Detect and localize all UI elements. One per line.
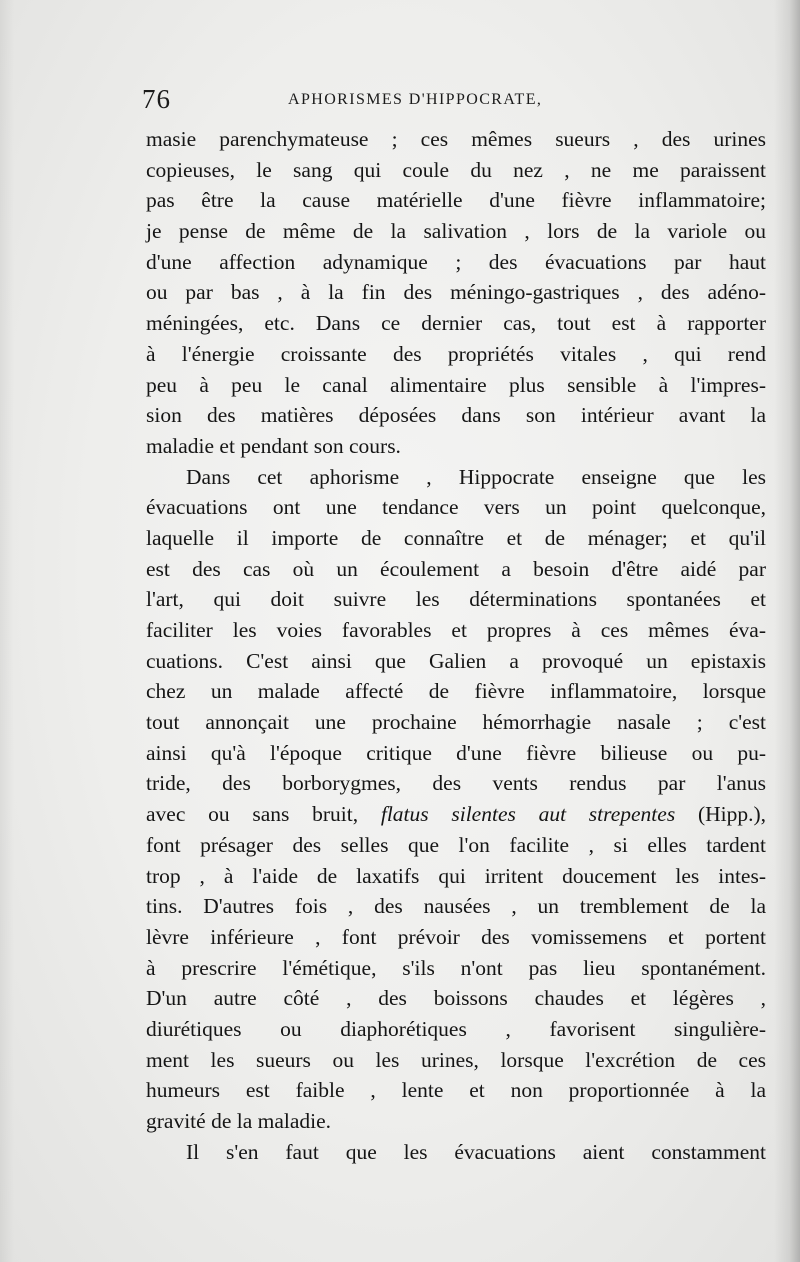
text-line: à prescrire l'émétique, s'ils n'ont pas lieu spontanément. [146,955,766,980]
text-line: pas être la cause matérielle d'une fièvre inflammatoire; [146,188,766,213]
text-line: méningées, etc. Dans ce dernier cas, tout est à rapporter [146,311,766,336]
text-line: l'art, qui doit suivre les déterminations spontanées et [146,587,766,612]
text-line: gravité de la maladie. [146,1109,332,1133]
text-line: trop , à l'aide de laxatifs qui irritent doucement les intes- [146,863,766,888]
text-line: évacuations ont une tendance vers un point quelconque, [146,495,766,520]
text-line: maladie et pendant son cours. [146,433,401,458]
text-line: lèvre inférieure , font prévoir des vomissemens et portent [146,924,766,949]
text-line: sion des matières déposées dans son intérieur avant la [146,403,766,428]
text-line: cuations. C'est ainsi que Galien a provoqué un epistaxis [146,648,766,673]
text-line: je pense de même de la salivation , lors de la variole ou [146,219,766,244]
paragraph-first-line: Il s'en faut que les évacuations aient constamment [186,1139,766,1164]
text-line: font présager des selles que l'on facilite , si elles tardent [146,832,766,857]
text-line: masie parenchymateuse ; ces mêmes sueurs , des urines [146,127,766,151]
text-line: tride, des borborygmes, des vents rendus par l'anus [146,771,766,796]
text-line-with-italic [146,799,766,830]
paragraph-first-line: Dans cet aphorisme , Hippocrate enseigne que les [186,464,766,489]
page-number: 76 [142,84,171,114]
body-text [146,124,766,1167]
text-line: tout annonçait une prochaine hémorrhagie nasale ; c'est [146,710,766,735]
page-gutter-shadow [0,0,14,1262]
text-line: à l'énergie croissante des propriétés vitales , qui rend [146,341,766,366]
text-line: humeurs est faible , lente et non proportionnée à la [146,1078,766,1103]
italic-latin-phrase: flatus silentes aut strepentes [380,802,676,827]
running-head [142,84,622,118]
text-segment: (Hipp.), [697,802,767,827]
text-line: ainsi qu'à l'époque critique d'une fièvre bilieuse ou pu- [146,740,766,765]
page-edge-shadow [774,0,800,1262]
text-line: peu à peu le canal alimentaire plus sensible à l'impres- [146,372,766,397]
text-line: copieuses, le sang qui coule du nez , ne me paraissent [146,157,766,182]
text-line: ment les sueurs ou les urines, lorsque l'excrétion de ces [146,1047,766,1072]
text-line: faciliter les voies favorables et propres à ces mêmes éva- [146,618,766,642]
text-line: laquelle il importe de connaître et de ménager; et qu'il [146,525,766,550]
text-line: chez un malade affecté de fièvre inflammatoire, lorsque [146,679,766,704]
text-line: D'un autre côté , des boissons chaudes et légères , [146,986,766,1011]
text-line: est des cas où un écoulement a besoin d'être aidé par [146,556,766,581]
text-segment: avec ou sans bruit, [146,802,381,827]
running-title: APHORISMES D'HIPPOCRATE, [288,91,543,108]
text-line: diurétiques ou diaphorétiques , favorisent singulière- [146,1016,766,1041]
text-line: d'une affection adynamique ; des évacuations par haut [146,249,766,274]
text-line: ou par bas , à la fin des méningo-gastriques , des adéno- [146,280,766,305]
text-line: tins. D'autres fois , des nausées , un tremblement de la [146,894,766,919]
